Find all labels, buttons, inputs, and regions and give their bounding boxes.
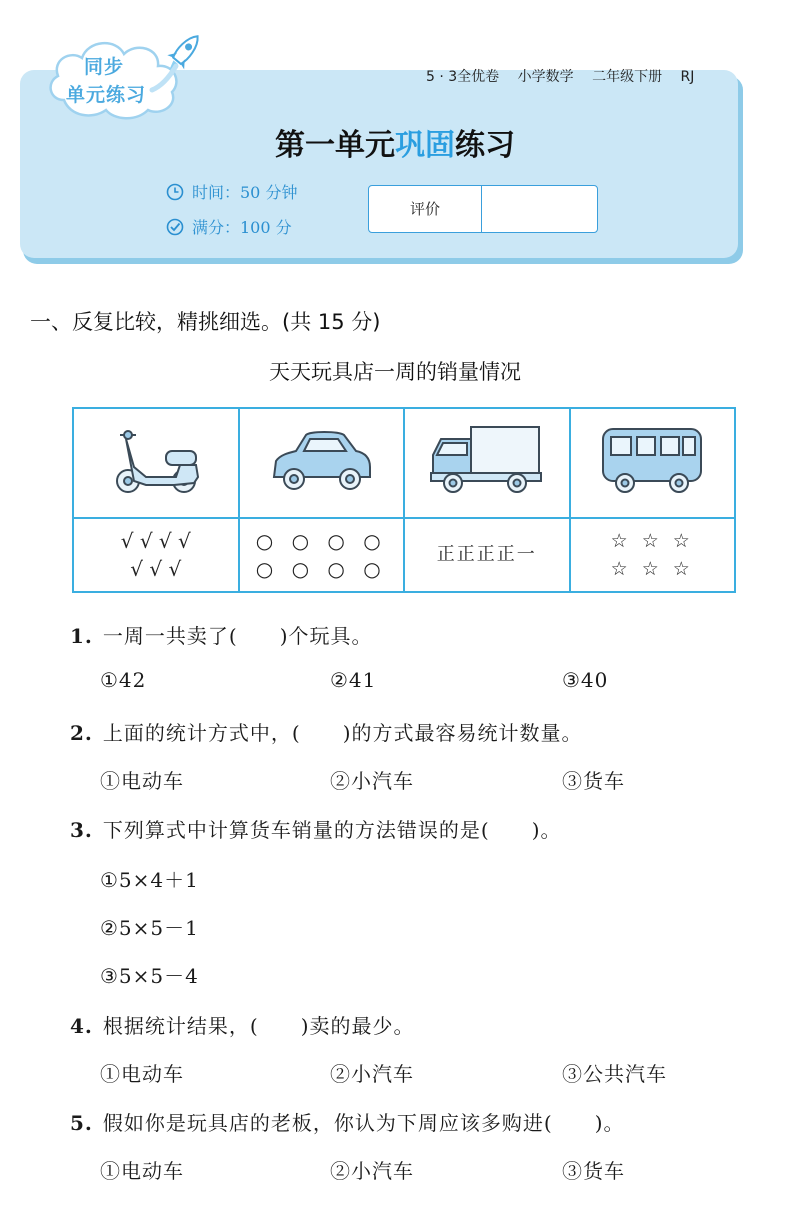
option-3-2[interactable]: ②5×5－1 <box>100 916 199 940</box>
truck-icon <box>427 421 547 501</box>
section-title: 一、反复比较，精挑细选。(共 15 分) <box>30 310 381 334</box>
bus-icon <box>597 421 707 501</box>
page-title <box>0 120 790 164</box>
tally-checkmarks: √ √ √ √ √ √ √ <box>120 529 191 581</box>
toy-cell <box>73 408 239 518</box>
edition-label: RJ <box>680 69 695 85</box>
toy-cell <box>570 408 736 518</box>
score-label: 满分：100 分 <box>192 218 292 237</box>
question-number: 4. <box>70 1014 93 1038</box>
tally-zheng: 正正正正一 <box>436 544 537 565</box>
series-label: 5 · 3全优卷 <box>426 69 500 85</box>
question-number: 5. <box>70 1111 93 1135</box>
tally-stars: ☆ ☆ ☆ ☆ ☆ ☆ <box>610 530 694 580</box>
time-label: 时间：50 分钟 <box>192 183 298 202</box>
title-part-2: 练习 <box>455 128 515 163</box>
badge-line-2: 单元练习 <box>66 84 147 106</box>
badge-line-1: 同步 <box>84 56 125 78</box>
car-icon <box>266 421 376 501</box>
toy-cell <box>404 408 570 518</box>
option-3-3[interactable]: ③5×5－4 <box>100 964 199 988</box>
table-title: 天天玩具店一周的销量情况 <box>269 360 521 384</box>
toy-image-row <box>73 408 735 518</box>
tally-cell <box>404 518 570 592</box>
option-4-2[interactable]: ②小汽车 <box>330 1062 414 1086</box>
scooter-icon <box>106 421 206 501</box>
question-number: 1. <box>70 624 93 648</box>
option-1-3[interactable]: ③40 <box>562 668 609 692</box>
tally-cell <box>570 518 736 592</box>
option-5-3[interactable]: ③货车 <box>562 1159 625 1183</box>
question-text: 一周一共卖了( )个玩具。 <box>102 624 373 648</box>
title-highlight: 巩固 <box>395 128 455 163</box>
question-4 <box>70 1010 415 1039</box>
option-4-3[interactable]: ③公共汽车 <box>562 1062 667 1086</box>
question-text: 下列算式中计算货车销量的方法错误的是( )。 <box>102 818 562 842</box>
rating-value-field[interactable] <box>482 186 597 232</box>
toy-cell <box>239 408 405 518</box>
question-1 <box>70 620 373 649</box>
option-3-1[interactable]: ①5×4＋1 <box>100 868 199 892</box>
question-2 <box>70 717 583 746</box>
sales-table <box>72 407 736 593</box>
tally-circles: ○ ○ ○ ○ ○ ○ ○ ○ <box>255 529 387 581</box>
tally-row <box>73 518 735 592</box>
clock-icon <box>166 183 184 201</box>
question-text: 根据统计结果，( )卖的最少。 <box>102 1014 415 1038</box>
rating-label: 评价 <box>369 186 482 232</box>
option-5-1[interactable]: ①电动车 <box>100 1159 184 1183</box>
score-row <box>166 215 292 238</box>
question-3 <box>70 814 562 843</box>
subject-label: 小学数学 <box>517 69 574 85</box>
header-meta <box>426 66 708 86</box>
option-4-1[interactable]: ①电动车 <box>100 1062 184 1086</box>
option-1-1[interactable]: ①42 <box>100 668 147 692</box>
option-2-2[interactable]: ②小汽车 <box>330 769 414 793</box>
rating-box <box>368 185 598 233</box>
tally-cell <box>239 518 405 592</box>
grade-label: 二年级下册 <box>592 69 663 85</box>
title-part-1: 第一单元 <box>275 128 395 163</box>
time-row <box>166 180 297 203</box>
option-2-3[interactable]: ③货车 <box>562 769 625 793</box>
option-1-2[interactable]: ②41 <box>330 668 377 692</box>
question-5 <box>70 1107 625 1136</box>
option-2-1[interactable]: ①电动车 <box>100 769 184 793</box>
option-5-2[interactable]: ②小汽车 <box>330 1159 414 1183</box>
tally-cell <box>73 518 239 592</box>
question-text: 上面的统计方式中，( )的方式最容易统计数量。 <box>102 721 583 745</box>
question-number: 2. <box>70 721 93 745</box>
check-circle-icon <box>166 218 184 236</box>
question-number: 3. <box>70 818 93 842</box>
question-text: 假如你是玩具店的老板，你认为下周应该多购进( )。 <box>102 1111 625 1135</box>
